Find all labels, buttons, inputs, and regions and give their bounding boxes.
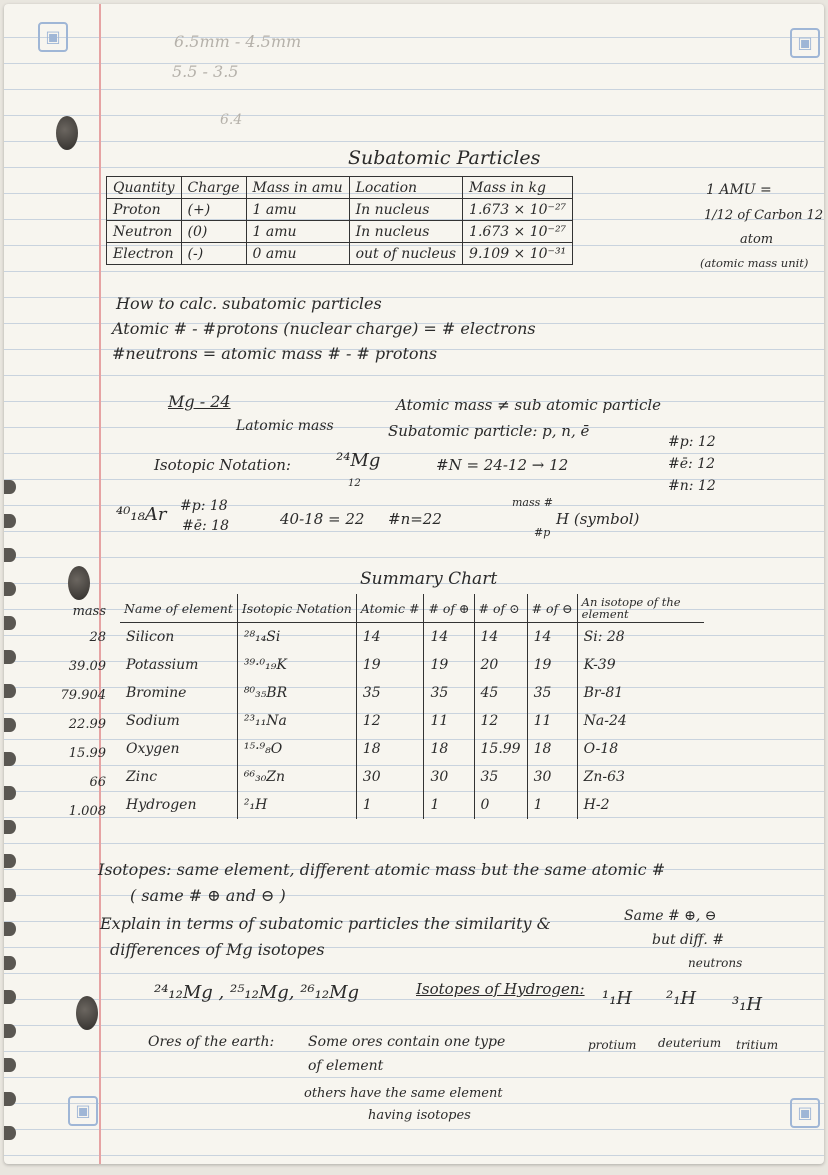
table-cell: 35: [474, 763, 527, 791]
table-cell: 18: [356, 735, 424, 763]
table-cell: 19: [527, 651, 577, 679]
spiral-coil: [4, 786, 16, 800]
isotope-same-note: ( same # ⊕ and ⊖ ): [130, 886, 286, 905]
top-note: 6.4: [220, 112, 243, 128]
spiral-coil: [4, 582, 16, 596]
spiral-coil: [4, 888, 16, 902]
table-cell: 1.673 × 10⁻²⁷: [463, 221, 573, 243]
table-cell: 11: [424, 707, 474, 735]
ar-neutrons: #n=22: [388, 510, 442, 528]
summary-title: Summary Chart: [360, 569, 498, 589]
explain-answer: but diff. #: [652, 932, 725, 948]
symbol-note: H (symbol): [556, 510, 640, 528]
spiral-coil: [4, 1126, 16, 1140]
spiral-coil: [4, 616, 16, 630]
spiral-coil: [4, 854, 16, 868]
table-cell: ¹⁵·⁹₈O: [237, 735, 356, 763]
column-header: # of ⊕: [424, 594, 474, 623]
scan-corner-icon: ▣: [790, 1098, 820, 1128]
table-cell: 18: [424, 735, 474, 763]
hydrogen-label: Isotopes of Hydrogen:: [416, 980, 585, 998]
ar-calc: 40-18 = 22: [280, 510, 365, 528]
table-cell: (+): [181, 199, 246, 221]
table-row: [120, 735, 704, 763]
table-cell: H-2: [583, 797, 610, 813]
spiral-coil: [4, 820, 16, 834]
hydrogen-isotope-name: tritium: [736, 1038, 779, 1052]
table-cell: 11: [527, 707, 577, 735]
notebook-page: [4, 4, 824, 1164]
scan-corner-icon: ▣: [790, 28, 820, 58]
ores-note: having isotopes: [368, 1108, 471, 1123]
summary-table: [120, 594, 704, 819]
table-cell: 14: [424, 623, 474, 652]
atomic-mass-note: Atomic mass ≠ sub atomic particle: [396, 396, 662, 414]
scan-corner-icon: ▣: [38, 22, 68, 52]
amu-note: atom: [740, 232, 774, 247]
mass-value: 66: [89, 775, 106, 790]
table-cell: O-18: [583, 741, 619, 757]
table-cell: Proton: [107, 199, 182, 221]
amu-note: (atomic mass unit): [700, 256, 809, 270]
table-cell: K-39: [583, 657, 616, 673]
hydrogen-isotope-symbol: ³₁H: [732, 994, 763, 1015]
table-row: [120, 679, 704, 707]
mass-column: [44, 601, 106, 826]
explain-answer: neutrons: [688, 956, 743, 970]
mg-label: Mg - 24: [168, 392, 231, 411]
spiral-coil: [4, 480, 16, 494]
table-cell: In nucleus: [349, 221, 462, 243]
spiral-coil: [4, 990, 16, 1004]
mass-value: 79.904: [60, 688, 106, 703]
ar-electrons: #ē: 18: [182, 518, 229, 534]
column-header: Quantity: [107, 177, 182, 199]
column-header: Name of element: [120, 594, 237, 623]
table-cell: 14: [356, 623, 424, 652]
table-cell: 35: [356, 679, 424, 707]
table-cell: Br-81: [583, 685, 624, 701]
top-note: 5.5 - 3.5: [172, 62, 239, 81]
table-cell: Bromine: [120, 679, 237, 707]
mass-value: 1.008: [68, 804, 106, 819]
explain-answer: Same # ⊕, ⊖: [624, 908, 717, 924]
count: #p: 12: [668, 434, 716, 450]
ores-note: Some ores contain one type: [308, 1034, 506, 1050]
binder-hole: [56, 116, 78, 150]
mass-value: 15.99: [68, 746, 106, 761]
table-cell: 1.673 × 10⁻²⁷: [463, 199, 573, 221]
table-cell: 12: [356, 707, 424, 735]
table-cell: 20: [474, 651, 527, 679]
spiral-coil: [4, 514, 16, 528]
symbol-note-top: mass #: [512, 496, 553, 509]
table-row: [120, 623, 704, 652]
count: #n: 12: [668, 478, 716, 494]
spiral-coil: [4, 684, 16, 698]
table-cell: Silicon: [120, 623, 237, 652]
table-cell: 12: [474, 707, 527, 735]
table-cell: ²₁H: [237, 791, 356, 819]
spiral-coil: [4, 922, 16, 936]
table-cell: 30: [424, 763, 474, 791]
table-cell: 35: [527, 679, 577, 707]
table-row: [120, 791, 704, 819]
subatomic-table: [106, 176, 573, 265]
table-cell: Zinc: [120, 763, 237, 791]
spiral-coil: [4, 650, 16, 664]
ores-label: Ores of the earth:: [148, 1034, 275, 1050]
calc-line: #neutrons = atomic mass # - # protons: [112, 344, 438, 363]
table-cell: 19: [356, 651, 424, 679]
table-cell: 30: [356, 763, 424, 791]
column-header: Isotopic Notation: [237, 594, 356, 623]
scan-corner-icon: ▣: [68, 1096, 98, 1126]
table-cell: Hydrogen: [120, 791, 237, 819]
hydrogen-isotope-name: deuterium: [658, 1036, 722, 1050]
ar-protons: #p: 18: [180, 498, 228, 514]
mg-isotopes: ²⁴₁₂Mg , ²⁵₁₂Mg, ²⁶₁₂Mg: [154, 982, 360, 1003]
hydrogen-isotope-symbol: ²₁H: [666, 988, 697, 1009]
mass-header: mass: [72, 604, 106, 619]
neutron-calc: #N = 24-12 → 12: [436, 456, 569, 474]
table-cell: Na-24: [583, 713, 627, 729]
table-cell: Potassium: [120, 651, 237, 679]
column-header: # of ⊖: [527, 594, 577, 623]
table-cell: Sodium: [120, 707, 237, 735]
subatomic-title: Subatomic Particles: [348, 147, 541, 169]
table-cell: Oxygen: [120, 735, 237, 763]
table-cell: 1 amu: [246, 199, 349, 221]
isotopic-label: Isotopic Notation:: [154, 456, 291, 474]
table-cell: Neutron: [107, 221, 182, 243]
table-row: [120, 651, 704, 679]
binder-hole: [76, 996, 98, 1030]
column-header: Atomic #: [356, 594, 424, 623]
table-cell: Zn-63: [583, 769, 625, 785]
explain-question: Explain in terms of subatomic particles the similarity &: [100, 914, 551, 933]
table-cell: out of nucleus: [349, 243, 462, 265]
isotope-definition: Isotopes: same element, different atomic mass but the same atomic #: [98, 860, 666, 879]
spiral-coil: [4, 1092, 16, 1106]
table-cell: 30: [527, 763, 577, 791]
count: #ē: 12: [668, 456, 715, 472]
table-row: [107, 199, 573, 221]
isotopic-symbol: ²⁴Mg: [336, 450, 381, 471]
symbol-note-bottom: #p: [534, 526, 551, 539]
margin-line: [99, 4, 101, 1164]
hydrogen-isotope-symbol: ¹₁H: [602, 988, 633, 1009]
table-cell: 45: [474, 679, 527, 707]
mass-value: 39.09: [68, 659, 106, 674]
table-cell: ⁸⁰₃₅BR: [237, 679, 356, 707]
table-cell: 1: [356, 791, 424, 819]
table-cell: Electron: [107, 243, 182, 265]
table-cell: 0: [474, 791, 527, 819]
table-cell: (-): [181, 243, 246, 265]
table-cell: 9.109 × 10⁻³¹: [463, 243, 573, 265]
explain-question: differences of Mg isotopes: [110, 940, 325, 959]
table-cell: 1: [424, 791, 474, 819]
column-header: Mass in kg: [463, 177, 573, 199]
table-cell: In nucleus: [349, 199, 462, 221]
table-cell: 19: [424, 651, 474, 679]
binder-hole: [68, 566, 90, 600]
mass-value: 22.99: [68, 717, 106, 732]
spiral-coil: [4, 752, 16, 766]
table-cell: ²⁸₁₄Si: [237, 623, 356, 652]
ores-note: of element: [308, 1058, 384, 1074]
table-cell: 0 amu: [246, 243, 349, 265]
column-header: An isotope of the element: [577, 594, 704, 623]
spiral-coil: [4, 718, 16, 732]
table-cell: 1: [527, 791, 577, 819]
table-cell: (0): [181, 221, 246, 243]
table-row: [107, 221, 573, 243]
table-cell: Si: 28: [583, 629, 625, 645]
table-cell: 15.99: [474, 735, 527, 763]
table-row: [107, 243, 573, 265]
amu-note: 1/12 of Carbon 12: [704, 208, 824, 223]
mg-sub: Latomic mass: [236, 418, 334, 434]
column-header: Charge: [181, 177, 246, 199]
table-cell: 1 amu: [246, 221, 349, 243]
mass-value: 28: [89, 630, 106, 645]
table-cell: 14: [527, 623, 577, 652]
column-header: Mass in amu: [246, 177, 349, 199]
isotopic-sub: 12: [348, 478, 361, 489]
column-header: # of ⊙: [474, 594, 527, 623]
table-cell: ³⁹·⁰₁₉K: [237, 651, 356, 679]
calc-line: Atomic # - #protons (nuclear charge) = # electrons: [112, 319, 536, 338]
column-header: Location: [349, 177, 462, 199]
spiral-coil: [4, 956, 16, 970]
subatomic-particle-note: Subatomic particle: p, n, ē: [388, 422, 590, 440]
calc-heading: How to calc. subatomic particles: [116, 294, 382, 313]
spiral-coil: [4, 1024, 16, 1038]
table-cell: 14: [474, 623, 527, 652]
ores-note: others have the same element: [304, 1086, 503, 1101]
table-cell: 35: [424, 679, 474, 707]
amu-note: 1 AMU =: [706, 182, 772, 198]
ar-symbol: ⁴⁰₁₈Ar: [116, 504, 167, 525]
table-cell: ⁶⁶₃₀Zn: [237, 763, 356, 791]
table-cell: ²³₁₁Na: [237, 707, 356, 735]
spiral-coil: [4, 1058, 16, 1072]
hydrogen-isotope-name: protium: [588, 1038, 637, 1052]
table-row: [120, 707, 704, 735]
top-note: 6.5mm - 4.5mm: [174, 32, 302, 51]
table-row: [120, 763, 704, 791]
spiral-coil: [4, 548, 16, 562]
table-cell: 18: [527, 735, 577, 763]
